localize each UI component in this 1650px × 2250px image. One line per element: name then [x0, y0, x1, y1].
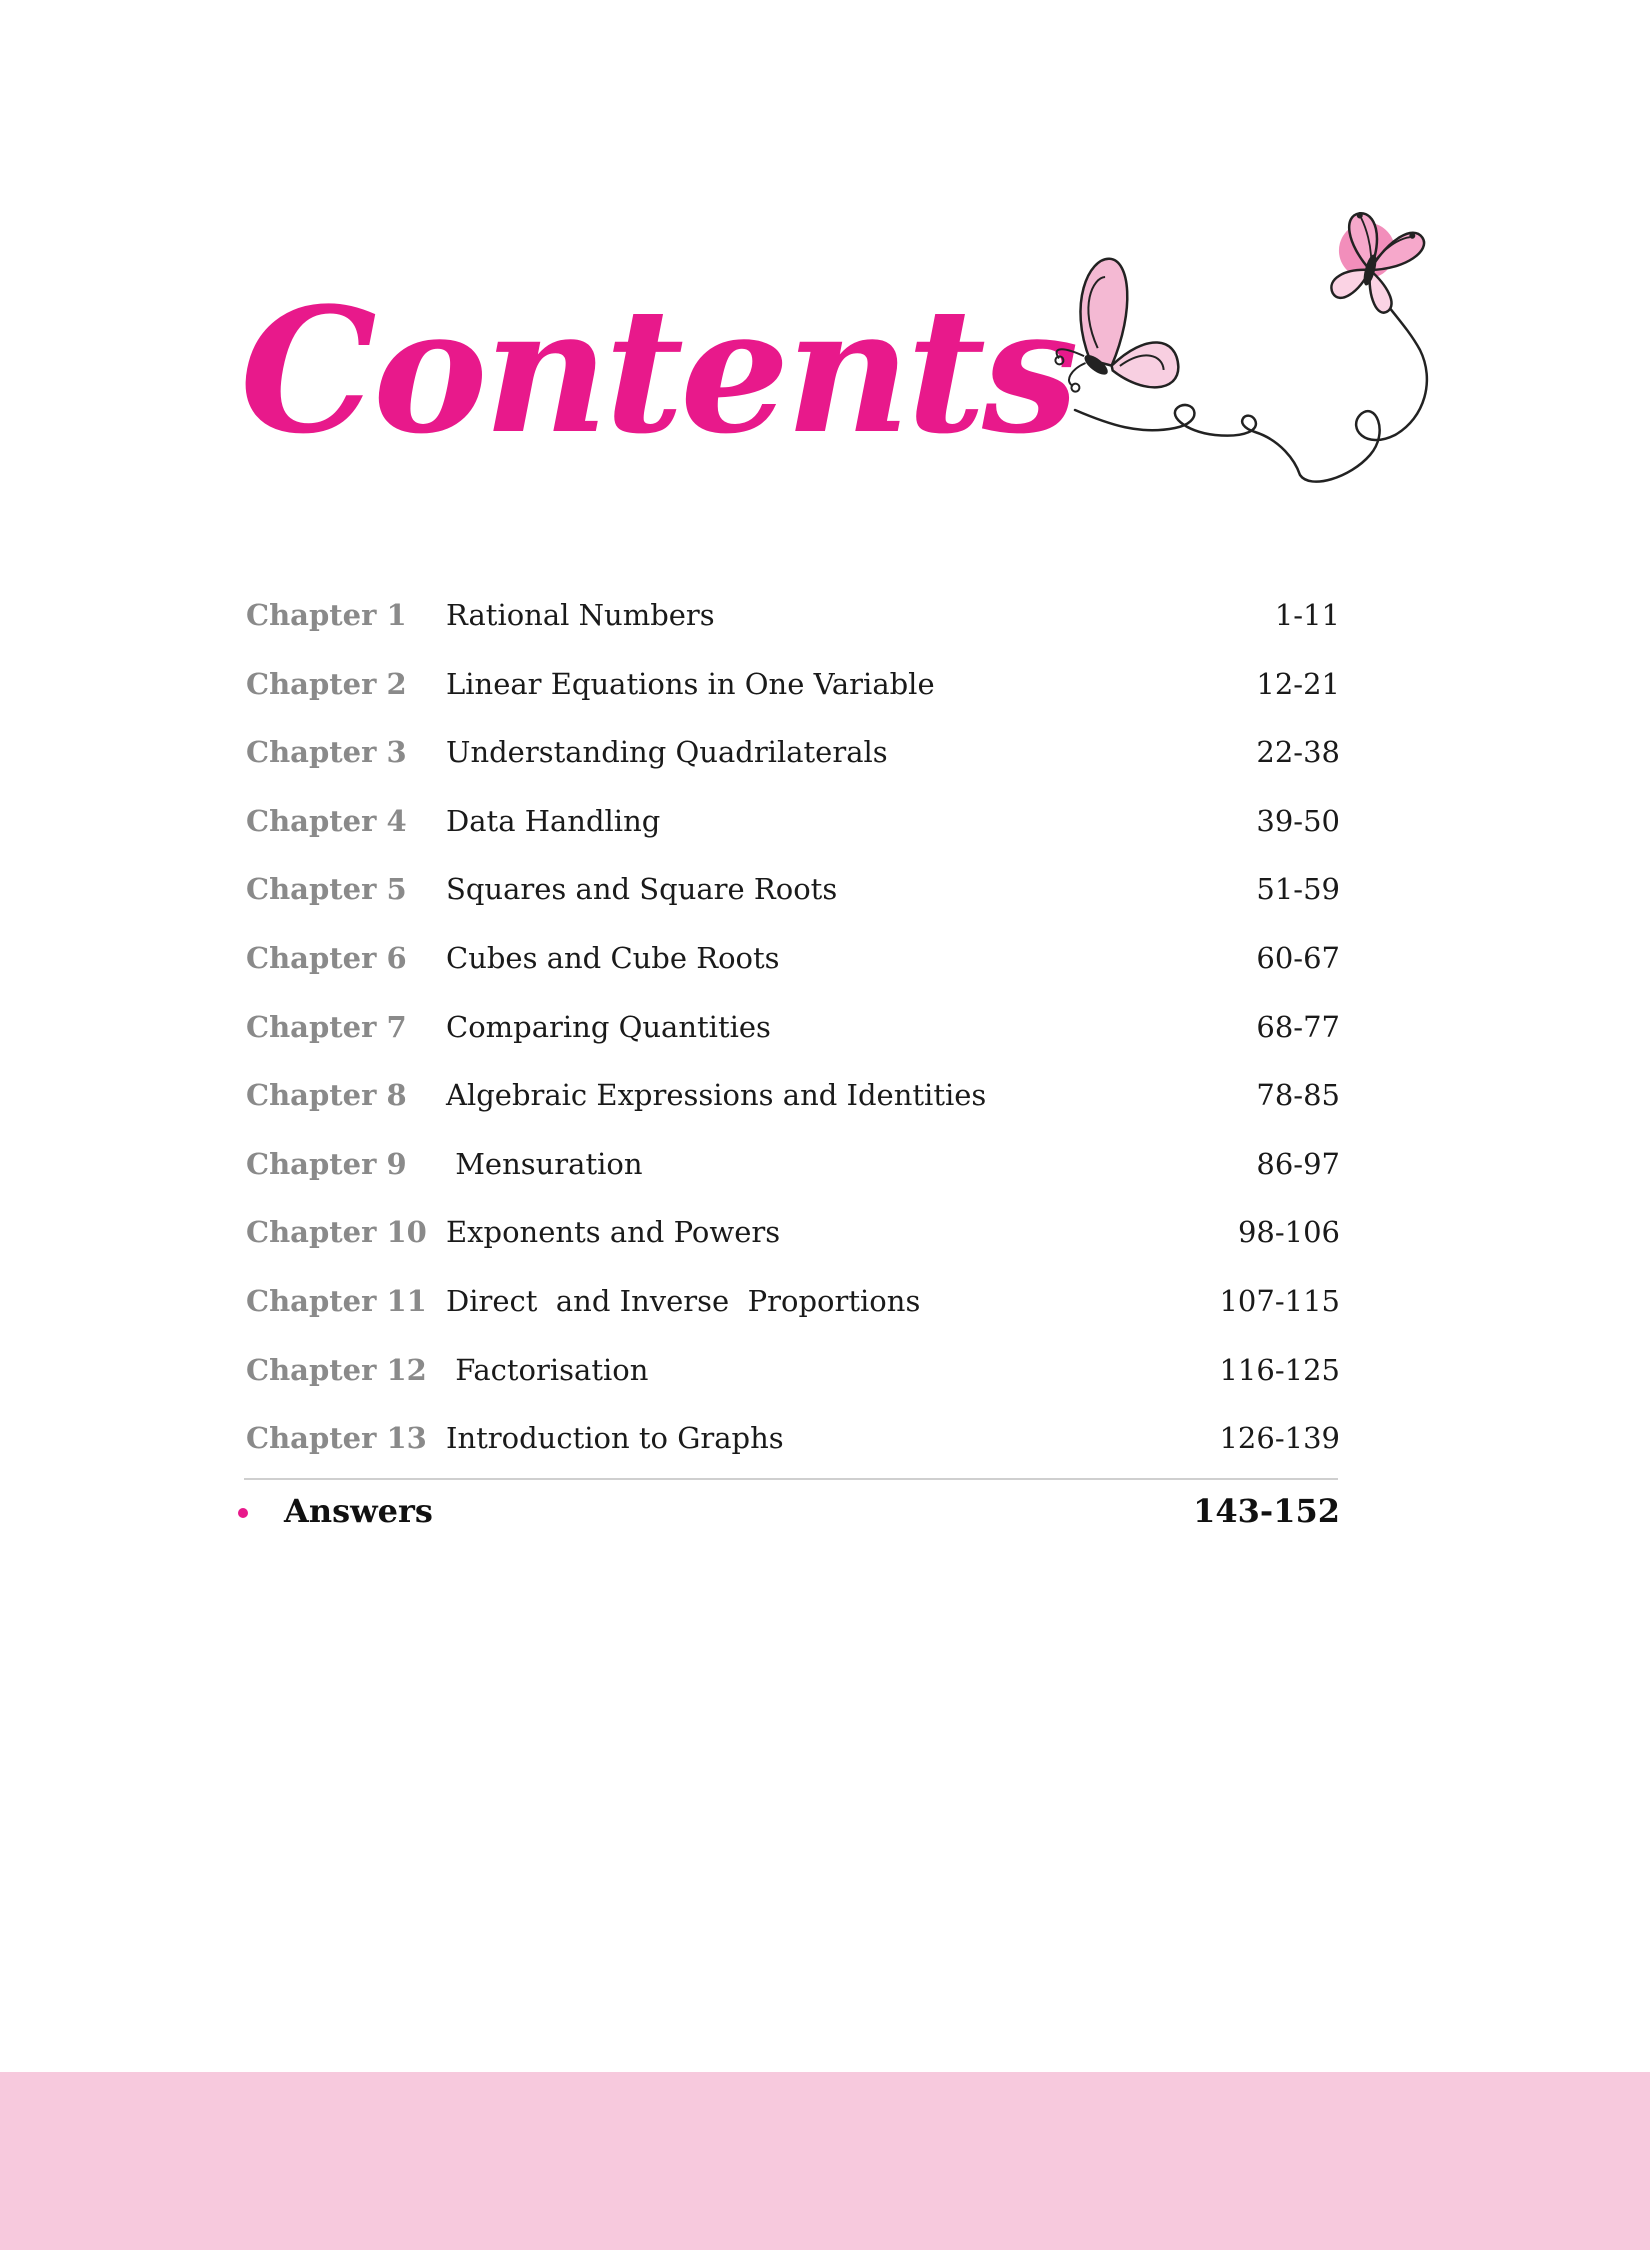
chapter-pages: 22-38: [1256, 735, 1340, 770]
chapter-title: Direct and Inverse Proportions: [446, 1283, 921, 1318]
chapter-title: Mensuration: [446, 1146, 643, 1181]
chapter-title: Squares and Square Roots: [446, 872, 838, 907]
chapter-title: Introduction to Graphs: [446, 1421, 784, 1456]
toc-row[interactable]: [246, 653, 1340, 722]
chapter-number: Chapter 10: [246, 1215, 427, 1250]
chapter-pages: 39-50: [1256, 803, 1340, 838]
butterflies-icon: [1030, 210, 1450, 500]
chapter-number: Chapter 6: [246, 940, 407, 975]
bullet-icon: [238, 1508, 248, 1518]
chapter-pages: 107-115: [1219, 1283, 1340, 1318]
chapter-number: Chapter 7: [246, 1009, 407, 1044]
chapter-number: Chapter 11: [246, 1283, 427, 1318]
toc-row[interactable]: [246, 1407, 1340, 1476]
chapter-number: Chapter 2: [246, 666, 407, 701]
chapter-number: Chapter 4: [246, 803, 407, 838]
toc-row[interactable]: [246, 1133, 1340, 1202]
chapter-pages: 98-106: [1237, 1215, 1340, 1250]
chapter-pages: 78-85: [1256, 1078, 1340, 1113]
answers-pages: 143-152: [1193, 1492, 1340, 1530]
toc-row[interactable]: [246, 1339, 1340, 1408]
chapter-title: Factorisation: [446, 1352, 649, 1387]
chapter-title: Linear Equations in One Variable: [446, 666, 935, 701]
chapter-number: Chapter 1: [246, 598, 407, 632]
toc-row[interactable]: [246, 1201, 1340, 1270]
toc-row[interactable]: [246, 1064, 1340, 1133]
chapter-number: Chapter 12: [246, 1352, 427, 1387]
chapter-title: Cubes and Cube Roots: [446, 940, 780, 975]
answers-label: Answers: [284, 1492, 433, 1530]
chapter-title: Comparing Quantities: [446, 1009, 771, 1044]
chapter-number: Chapter 13: [246, 1421, 427, 1456]
answers-row[interactable]: [238, 1492, 1340, 1542]
toc-row[interactable]: [246, 996, 1340, 1065]
chapter-pages: 68-77: [1256, 1009, 1340, 1044]
footer-band: [0, 2072, 1650, 2250]
page-title: Contents: [240, 269, 1075, 472]
toc-row[interactable]: [246, 584, 1340, 653]
chapter-title: Exponents and Powers: [446, 1215, 781, 1250]
chapter-number: Chapter 8: [246, 1078, 407, 1113]
chapter-pages: 1-11: [1274, 598, 1340, 632]
chapter-number: Chapter 5: [246, 872, 407, 907]
chapter-title: Algebraic Expressions and Identities: [446, 1078, 987, 1113]
chapter-title: Rational Numbers: [446, 598, 715, 632]
divider: [244, 1478, 1338, 1480]
chapter-pages: 116-125: [1219, 1352, 1340, 1387]
toc-row[interactable]: [246, 858, 1340, 927]
toc-row[interactable]: [246, 1270, 1340, 1339]
chapter-number: Chapter 9: [246, 1146, 407, 1181]
chapter-title: Data Handling: [446, 803, 661, 838]
table-of-contents: [246, 584, 1340, 1476]
chapter-pages: 60-67: [1256, 940, 1340, 975]
chapter-title: Understanding Quadrilaterals: [446, 735, 888, 770]
toc-row[interactable]: [246, 927, 1340, 996]
chapter-number: Chapter 3: [246, 735, 407, 770]
chapter-pages: 51-59: [1256, 872, 1340, 907]
toc-row[interactable]: [246, 790, 1340, 859]
chapter-pages: 126-139: [1219, 1421, 1340, 1456]
chapter-pages: 12-21: [1256, 666, 1340, 701]
toc-row[interactable]: [246, 721, 1340, 790]
chapter-pages: 86-97: [1256, 1146, 1340, 1181]
